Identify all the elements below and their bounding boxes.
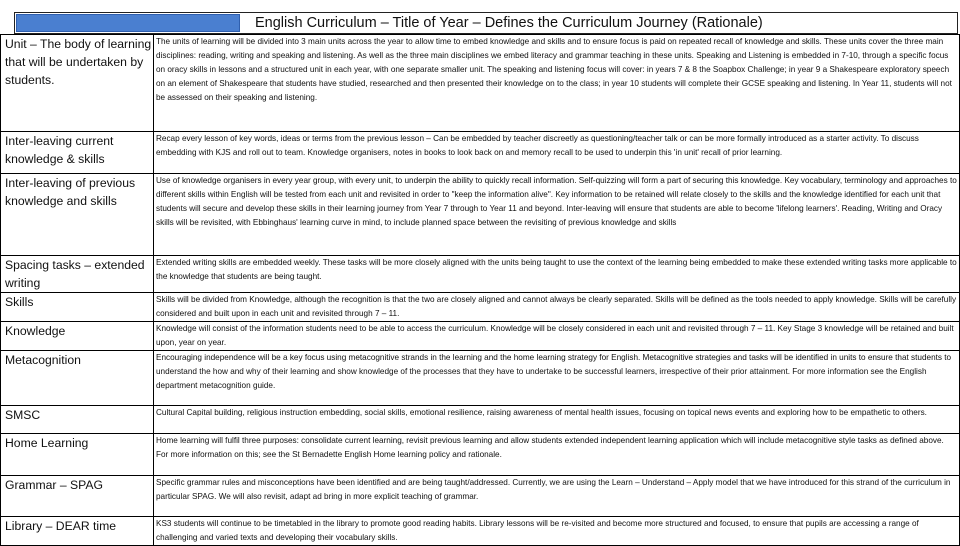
- row-label: Spacing tasks – extended writing: [1, 256, 154, 293]
- row-text: KS3 students will continue to be timetabled in the library to promote good reading habits. Library lessons will be re-visited and become more structured and focused, to ensure that pupils are accessing a range of challenging and varied texts and developing their vocabulary skills.: [154, 517, 960, 546]
- row-label: Inter-leaving of previous knowledge and skills: [1, 174, 154, 256]
- row-label: SMSC: [1, 406, 154, 434]
- row-text: Use of knowledge organisers in every year group, with every unit, to underpin the ability to quickly recall information. Self-quizzing will form a part of securing this knowledge. Key vocabulary, terminology and approaches to different skills within English will be tested from each unit and revisited in order to "keep the information alive". Key information to be retained will relate closely to the skills and the knowledge identified for each unit that students will secure and develop these skills in their learning journey from Year 7 through to Year 11 and beyond. Inter-leaving will ensure that students are able to become 'lifelong learners'. Reading, Writing and Oracy skills will be revisited, with Ebbinghaus' learning curve in mind, to include planned space between the revisiting of previous knowledge and skills: [154, 174, 960, 256]
- row-label: Home Learning: [1, 434, 154, 476]
- row-label: Knowledge: [1, 322, 154, 351]
- table-row: [1, 406, 960, 434]
- row-text: Home learning will fulfil three purposes: consolidate current learning, revisit previous learning and allow students extended independent learning application which will include metacognitive style tasks as defined above. For more information on this; see the St Bernadette English Home learning policy and rationale.: [154, 434, 960, 476]
- table-row: [1, 256, 960, 293]
- table-row: [1, 434, 960, 476]
- row-label: Unit – The body of learning that will be undertaken by students.: [1, 35, 154, 132]
- row-text: The units of learning will be divided into 3 main units across the year to allow time to embed knowledge and skills and to ensure focus is paid on repeated recall of knowledge and skills. These units cover the three main disciplines: reading, writing and speaking and listening. As well as the three main disciplines we embed literacy and grammar teaching in these units. Speaking and Listening is embedded in 7-10, through a specific focus on oracy skills in lessons and a structured unit in each year, with one separate smaller unit. The speaking and listening focus will cover: in years 7 & 8 the Soapbox Challenge; in year 9 a Shakespeare exploratory speech on an element of Shakespeare that students have studied, researched and then presented their knowledge on to the class; in year 10 students will complete their GCSE speaking and listening. In Year 11, students will not be assessed on their speaking and listening.: [154, 35, 960, 132]
- title-bar: [14, 12, 958, 34]
- table-row: [1, 174, 960, 256]
- row-label: Grammar – SPAG: [1, 476, 154, 517]
- row-text: Cultural Capital building, religious instruction embedding, social skills, emotional resilience, raising awareness of mental health issues, focusing on topical news events and exploring how to be empathetic to others.: [154, 406, 960, 434]
- row-label: Skills: [1, 293, 154, 322]
- row-label: Inter-leaving current knowledge & skills: [1, 132, 154, 174]
- table-row: [1, 476, 960, 517]
- row-text: Skills will be divided from Knowledge, although the recognition is that the two are closely aligned and cannot always be clearly separated. Skills will be defined as the tools needed to apply knowledge. Skills will be carefully considered and built upon in each unit and revisited through 7 – 11.: [154, 293, 960, 322]
- page-title: English Curriculum – Title of Year – Defines the Curriculum Journey (Rationale): [255, 15, 763, 31]
- table-row: [1, 322, 960, 351]
- table-row: [1, 517, 960, 546]
- curriculum-table: [0, 34, 960, 546]
- row-label: Library – DEAR time: [1, 517, 154, 546]
- title-color-block: [16, 14, 240, 32]
- table-row: [1, 132, 960, 174]
- table-row: [1, 351, 960, 406]
- row-text: Specific grammar rules and misconceptions have been identified and are being taught/addressed. Currently, we are using the Learn – Understand – Apply model that we have introduced for this strand of the curriculum in particular SPAG. We will also revisit, adapt ad bring in more explicit teaching of grammar.: [154, 476, 960, 517]
- table-row: [1, 293, 960, 322]
- row-text: Knowledge will consist of the information students need to be able to access the curriculum. Knowledge will be closely considered in each unit and revisited through 7 – 11. Key Stage 3 knowledge will be retained and built upon, year on year.: [154, 322, 960, 351]
- table-row: [1, 35, 960, 132]
- row-label: Metacognition: [1, 351, 154, 406]
- row-text: Encouraging independence will be a key focus using metacognitive strands in the learning and the home learning strategy for English. Metacognitive strategies and tasks will be identified in units to ensure that students to understand the how and why of their learning and show knowledge of the processes that they have to undertake to be successful learners, irrespective of their prior attainment. For more information see the English department metacognition guide.: [154, 351, 960, 406]
- row-text: Recap every lesson of key words, ideas or terms from the previous lesson – Can be embedded by teacher discreetly as questioning/teacher talk or can be more formally introduced as a starter activity. To discuss embedding with KJS and roll out to team. Knowledge organisers, notes in books to look back on and memory recall to be used to underpin this 'in unit' recall of prior learning.: [154, 132, 960, 174]
- row-text: Extended writing skills are embedded weekly. These tasks will be more closely aligned with the units being taught to use the context of the learning being embedded to make these extended writing tasks more applicable to the knowledge that students are being taught.: [154, 256, 960, 293]
